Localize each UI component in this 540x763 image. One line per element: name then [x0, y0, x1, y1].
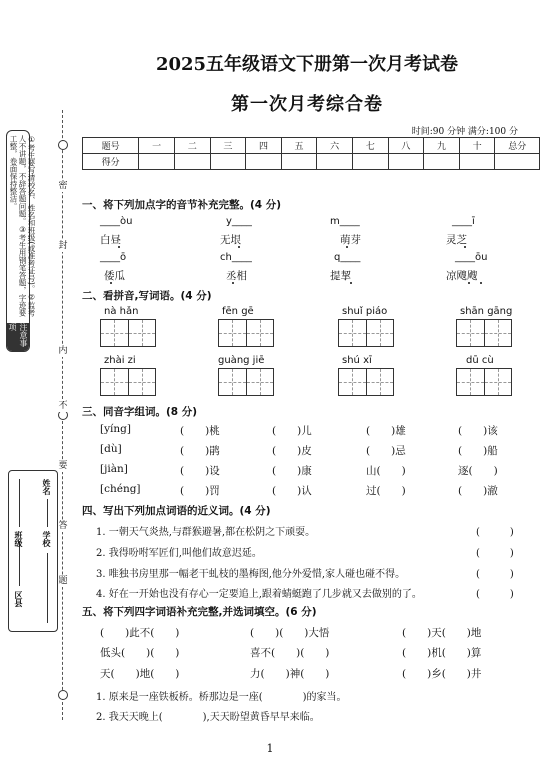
score-cell[interactable] [352, 154, 388, 170]
score-header-cell: 总分 [495, 138, 540, 154]
score-row-label: 得分 [83, 154, 139, 170]
homophone-blank[interactable]: ( )澈 [458, 485, 498, 497]
emphasis-dot [346, 246, 348, 248]
score-cell[interactable] [424, 154, 460, 170]
emphasis-dot [110, 282, 112, 284]
seal-char: 不 [58, 401, 68, 411]
homophone-blank[interactable]: ( )鹃 [180, 445, 220, 457]
idiom-blank[interactable]: ( )乡( )井 [402, 668, 482, 680]
score-header-cell: 七 [352, 138, 388, 154]
class-label: 班级 [14, 531, 23, 547]
exam-title: 2025五年级语文下册第一次月考试卷 [155, 54, 459, 75]
pinyin-blank[interactable]: ch____ [220, 252, 252, 263]
writing-grid[interactable] [338, 368, 394, 396]
synonym-blank[interactable]: ( ) [476, 589, 514, 600]
homophone-pinyin: [dù] [100, 443, 122, 455]
district-field[interactable] [19, 541, 21, 586]
homophone-pinyin: [jiàn] [100, 463, 128, 475]
pinyin-blank[interactable]: y____ [226, 216, 252, 227]
score-header-cell: 八 [388, 138, 424, 154]
synonym-blank[interactable]: ( ) [476, 548, 514, 559]
homophone-blank[interactable]: 逐( ) [458, 465, 498, 477]
homophone-blank[interactable]: ( )雄 [366, 425, 406, 437]
section-2-title: 二、看拼音,写词语。(4 分) [82, 290, 212, 302]
idiom-blank[interactable]: 天( )地( ) [100, 668, 180, 680]
emphasis-dot [238, 246, 240, 248]
score-cell[interactable] [210, 154, 246, 170]
idiom-blank[interactable]: ( )此不( ) [100, 627, 180, 639]
synonym-blank[interactable]: ( ) [476, 527, 514, 538]
homophone-blank[interactable]: ( )该 [458, 425, 498, 437]
writing-grid[interactable] [456, 368, 512, 396]
student-info-box [8, 470, 58, 632]
pinyin-prompt: guàng jiē [218, 355, 265, 366]
homophone-pinyin: [chéng] [100, 483, 141, 495]
score-cell[interactable] [139, 154, 175, 170]
homophone-blank[interactable]: ( )儿 [272, 425, 312, 437]
pinyin-prompt: shú xī [342, 355, 372, 366]
pinyin-prompt: shān gāng [460, 306, 513, 317]
synonym-blank[interactable]: ( ) [476, 569, 514, 580]
score-cell[interactable] [459, 154, 495, 170]
score-cell[interactable] [495, 154, 540, 170]
score-header-cell: 四 [246, 138, 282, 154]
pinyin-prompt: dū cù [466, 355, 494, 366]
pinyin-blank[interactable]: ____ī [452, 216, 475, 227]
word: 无垠 [220, 234, 241, 246]
seal-char: 密 [58, 181, 68, 191]
score-header-cell: 三 [210, 138, 246, 154]
score-header-cell: 九 [424, 138, 460, 154]
school-label: 学校 [42, 531, 51, 547]
score-header-cell: 十 [459, 138, 495, 154]
score-cell[interactable] [388, 154, 424, 170]
score-header-cell: 五 [281, 138, 317, 154]
fill-question[interactable]: 1. 原来是一座铁板桥。桥那边是一座( )的家当。 [96, 692, 347, 703]
homophone-blank[interactable]: ( )认 [272, 485, 312, 497]
homophone-blank[interactable]: ( )康 [272, 465, 312, 477]
seal-char: 封 [58, 241, 68, 251]
idiom-blank[interactable]: 力( )神( ) [250, 668, 330, 680]
notes-box [6, 130, 36, 352]
notes-title: 注意事项 [7, 323, 29, 351]
emphasis-dot [464, 246, 466, 248]
pinyin-blank[interactable]: ____òu [100, 216, 133, 227]
fill-question[interactable]: 2. 我天天晚上( ),天天盼望黄昏早早来临。 [96, 712, 320, 723]
score-cell[interactable] [317, 154, 353, 170]
pinyin-prompt: nà hǎn [104, 306, 139, 317]
pinyin-blank[interactable]: q____ [334, 252, 361, 263]
word: 萌芽 [340, 234, 361, 246]
homophone-blank[interactable]: ( )设 [180, 465, 220, 477]
seal-char: 内 [58, 346, 68, 356]
seal-char: 答 [58, 521, 68, 531]
pinyin-blank[interactable]: ____ōu [455, 252, 488, 263]
score-header-cell: 二 [174, 138, 210, 154]
idiom-blank[interactable]: 低头( )( ) [100, 647, 180, 659]
section-1-title: 一、将下列加点字的音节补充完整。(4 分) [82, 199, 282, 211]
synonym-sentence: 2. 我得吩咐军匠们,叫他们故意迟延。 [96, 548, 262, 559]
word: 凉飕飕 [446, 270, 478, 282]
homophone-blank[interactable]: ( )忌 [366, 445, 406, 457]
score-header-cell: 一 [139, 138, 175, 154]
name-field[interactable] [47, 499, 49, 527]
page-number: 1 [266, 742, 274, 755]
score-table [82, 137, 540, 170]
word: 白昼 [100, 234, 121, 246]
word: 丞相 [226, 270, 247, 282]
section-4-title: 四、写出下列加点词语的近义词。(4 分) [82, 505, 271, 517]
emphasis-dot [480, 282, 482, 284]
writing-grid[interactable] [100, 368, 156, 396]
word: 提挈 [330, 270, 351, 282]
emphasis-dot [118, 246, 120, 248]
homophone-blank[interactable]: ( )罚 [180, 485, 220, 497]
exam-subtitle: 第一次月考综合卷 [231, 94, 383, 115]
score-cell[interactable] [246, 154, 282, 170]
homophone-blank[interactable]: ( )皮 [272, 445, 312, 457]
section-5-title: 五、将下列四字词语补充完整,并选词填空。(6 分) [82, 606, 317, 618]
pinyin-prompt: shuǐ piáo [342, 306, 388, 317]
emphasis-dot [232, 282, 234, 284]
synonym-sentence: 1. 一朝天气炎热,与群猴避暑,都在松阴之下顽耍。 [96, 527, 316, 538]
time-info: 时间:90 分钟 满分:100 分 [411, 127, 518, 137]
score-cell[interactable] [281, 154, 317, 170]
school-field[interactable] [47, 553, 49, 623]
homophone-blank[interactable]: ( )船 [458, 445, 498, 457]
writing-grid[interactable] [100, 319, 156, 347]
word: 灵芝 [446, 234, 467, 246]
homophone-pinyin: [yíng] [100, 423, 131, 435]
homophone-blank[interactable]: ( )桃 [180, 425, 220, 437]
homophone-blank[interactable]: 山( ) [366, 465, 406, 477]
writing-grid[interactable] [218, 319, 274, 347]
synonym-sentence: 3. 唯独书房里那一幅老干虬枝的墨梅图,他分外爱惜,家人碰也碰不得。 [96, 569, 406, 580]
name-label: 姓名 [42, 479, 51, 495]
emphasis-dot [468, 282, 470, 284]
class-field[interactable] [19, 479, 21, 527]
word: 倭瓜 [104, 270, 125, 282]
score-header-cell: 六 [317, 138, 353, 154]
score-header-cell: 题号 [83, 138, 139, 154]
seal-char: 题 [58, 576, 68, 586]
pinyin-prompt: fēn gē [222, 306, 254, 317]
notes-text: ①考生要写清校名、姓名和班级(或准考证号)。②监考人不讲题，不辞答题问题。③考生用钢笔答题，字迹要工整，卷面保持整洁。 [9, 135, 36, 317]
writing-grid[interactable] [456, 319, 512, 347]
score-cell[interactable] [174, 154, 210, 170]
pinyin-blank[interactable]: m____ [330, 216, 360, 227]
writing-grid[interactable] [218, 368, 274, 396]
binding-hole [58, 140, 68, 150]
binding-hole [58, 690, 68, 700]
synonym-sentence: 4. 好在一开始也没有存心一定要追上,跟着蜻蜓跑了几步就又去做别的了。 [96, 589, 422, 600]
pinyin-prompt: zhài zi [104, 355, 136, 366]
idiom-blank[interactable]: ( )( )大悟 [250, 627, 330, 639]
pinyin-blank[interactable]: ____ō [100, 252, 127, 263]
idiom-blank[interactable]: 喜不( )( ) [250, 647, 330, 659]
district-label: 区县 [14, 591, 23, 607]
idiom-blank[interactable]: ( )机( )算 [402, 647, 482, 659]
emphasis-dot [350, 282, 352, 284]
seal-char: 要 [58, 461, 68, 471]
homophone-blank[interactable]: 过( ) [366, 485, 406, 497]
section-3-title: 三、同音字组词。(8 分) [82, 406, 198, 418]
writing-grid[interactable] [338, 319, 394, 347]
idiom-blank[interactable]: ( )天( )地 [402, 627, 482, 639]
